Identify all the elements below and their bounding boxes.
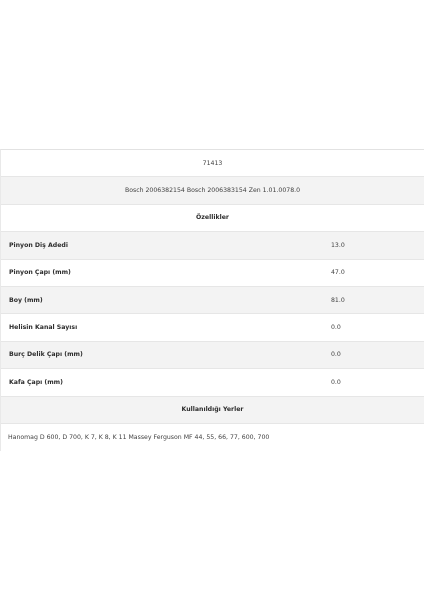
spec-row-pinion-diameter: [1, 260, 424, 287]
spec-value: 47.0: [331, 269, 345, 277]
spec-value: 0.0: [331, 351, 341, 359]
cross-reference-numbers: Bosch 2006382154 Bosch 2006383154 Zen 1.01.0078.0: [124, 187, 301, 195]
spec-row-helix-grooves: [1, 314, 424, 341]
usage-heading-row: [1, 397, 424, 424]
spec-label: Helisin Kanal Sayısı: [9, 324, 78, 332]
usage-vehicles: Hanomag D 600, D 700, K 7, K 8, K 11 Massey Ferguson MF 44, 55, 66, 77, 600, 700: [8, 434, 270, 442]
spec-label: Pinyon Diş Adedi: [9, 241, 68, 249]
spec-row-head-diameter: [1, 369, 424, 396]
spec-label: Pinyon Çapı (mm): [9, 269, 71, 277]
product-code-row: [1, 150, 424, 177]
spec-value: 81.0: [331, 296, 345, 304]
spec-value: 13.0: [331, 241, 345, 249]
product-spec-table: [0, 149, 424, 451]
spec-value: 0.0: [331, 324, 341, 332]
spec-row-length: [1, 287, 424, 314]
spec-label: Boy (mm): [9, 296, 43, 304]
cross-reference-row: [1, 177, 424, 204]
spec-label: Burç Delik Çapı (mm): [9, 351, 83, 359]
usage-row: [1, 424, 424, 451]
spec-label: Kafa Çapı (mm): [9, 378, 63, 386]
spec-value: 0.0: [331, 378, 341, 386]
specs-heading: Özellikler: [196, 214, 229, 222]
spec-row-pinion-teeth: [1, 232, 424, 259]
spec-row-bushing-bore: [1, 342, 424, 369]
product-code: 71413: [202, 159, 223, 167]
usage-heading: Kullanıldığı Yerler: [181, 406, 244, 414]
specs-heading-row: [1, 205, 424, 232]
